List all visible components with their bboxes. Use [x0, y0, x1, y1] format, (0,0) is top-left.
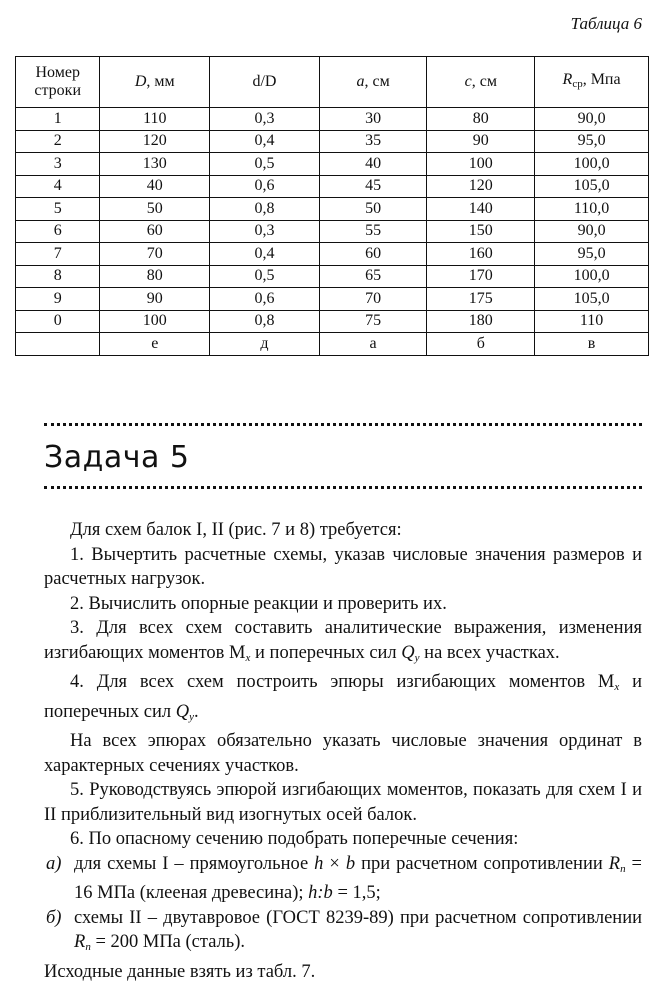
table-cell: 5 [16, 198, 100, 221]
table-cell: 80 [427, 108, 535, 131]
table-cell: 40 [100, 175, 210, 198]
task-subitem-b [44, 906, 642, 960]
sub-b-var-R: R [74, 932, 86, 952]
table-footer-row [16, 333, 649, 356]
table-cell: 60 [319, 243, 427, 266]
table-cell: 40 [319, 153, 427, 176]
table-cell: 100 [100, 310, 210, 333]
dotted-divider-bottom [44, 486, 642, 489]
task-intro: Для схем балок I, II (рис. 7 и 8) требуется: [70, 520, 402, 540]
header-c-unit: , см [471, 73, 497, 90]
table-cell: 110 [100, 108, 210, 131]
table-cell: д [210, 333, 320, 356]
sub-a-var-b: b [345, 853, 356, 874]
table-cell: 90,0 [535, 108, 649, 131]
table-cell: 0,5 [210, 265, 320, 288]
task-body [44, 518, 642, 960]
table-cell: 0,3 [210, 108, 320, 131]
sub-b-sub-n: п [85, 941, 91, 953]
table-cell [16, 333, 100, 356]
item3-text-c: на всех участках. [419, 642, 560, 663]
header-a-unit: , см [364, 73, 390, 90]
table-cell: 70 [319, 288, 427, 311]
table-cell: б [427, 333, 535, 356]
sub-a-ratio: h:b [308, 883, 333, 903]
subitem-b-body [74, 906, 642, 960]
header-c-var: c [464, 73, 472, 90]
sub-a-times: × [323, 853, 346, 874]
item4-text-b: и поперечных сил [44, 672, 643, 722]
table-cell: 65 [319, 265, 427, 288]
table-row [16, 175, 649, 198]
item4-text-c: . [194, 701, 199, 722]
table-cell: 105,0 [535, 175, 649, 198]
task-item-5: 5. Руководствуясь эпюрой изгибающих моментов, показать для схем I и II приблизительный вид изогнутых осей балок. [44, 780, 642, 825]
header-c [427, 57, 535, 108]
task-subitem-a [44, 852, 642, 906]
table-cell: 0 [16, 310, 100, 333]
table-cell: 2 [16, 130, 100, 153]
item3-sub-x: x [245, 651, 251, 664]
table-cell: 80 [100, 265, 210, 288]
table-cell: 110 [535, 310, 649, 333]
table-cell: 50 [100, 198, 210, 221]
table-cell: 110,0 [535, 198, 649, 221]
header-D [100, 57, 210, 108]
table-cell: 30 [319, 108, 427, 131]
sub-a-text-1: для схемы I – прямоугольное [74, 853, 315, 874]
table-cell: 100 [427, 153, 535, 176]
task-note: На всех эпюрах обязательно указать числовые значения ординат в характерных сечениях участков. [44, 731, 642, 776]
header-R-unit: , Мпа [582, 71, 621, 88]
header-dD: d/D [210, 57, 320, 108]
table-cell: 100,0 [535, 265, 649, 288]
table-cell: 105,0 [535, 288, 649, 311]
header-D-var: D [134, 73, 147, 90]
table-row [16, 265, 649, 288]
table-cell: 0,6 [210, 175, 320, 198]
table-row [16, 220, 649, 243]
sub-b-text-1: схемы II – двутавровое (ГОСТ 8239-89) при расчетном сопротивлении [74, 907, 642, 928]
header-R-sub: ср [572, 78, 583, 90]
table-cell: 0,3 [210, 220, 320, 243]
subitem-a-body [74, 852, 642, 906]
task-item-2: 2. Вычислить опорные реакции и проверить их. [70, 593, 447, 614]
table-row [16, 130, 649, 153]
table-cell: 0,5 [210, 153, 320, 176]
task-title: Задача 5 [44, 440, 190, 475]
table-cell: 95,0 [535, 130, 649, 153]
table-cell: 0,6 [210, 288, 320, 311]
table-cell: 50 [319, 198, 427, 221]
subitem-b-label: б) [46, 907, 62, 928]
table-cell: 75 [319, 310, 427, 333]
table-cell: 3 [16, 153, 100, 176]
table-cell: 90,0 [535, 220, 649, 243]
table-cell: в [535, 333, 649, 356]
task-item-4 [44, 670, 642, 729]
table-cell: 55 [319, 220, 427, 243]
table-cell: 90 [427, 130, 535, 153]
table-cell: 35 [319, 130, 427, 153]
table-cell: 0,4 [210, 243, 320, 266]
table-cell: 0,8 [210, 310, 320, 333]
task-item-1: 1. Вычертить расчетные схемы, указав числовые значения размеров и расчетных нагрузок. [44, 544, 642, 589]
header-D-unit: , мм [146, 73, 175, 90]
sub-a-sub-n: п [620, 862, 626, 875]
item3-text-b: и поперечных сил [250, 642, 402, 663]
table-cell: 175 [427, 288, 535, 311]
table-row [16, 198, 649, 221]
table-row [16, 153, 649, 176]
task-item-3 [44, 616, 642, 670]
item3-sub-y: y [414, 651, 420, 664]
source-note: Исходные данные взять из табл. 7. [44, 962, 316, 982]
dotted-divider-top [44, 423, 642, 426]
table-header-row [16, 57, 649, 108]
table-cell: 7 [16, 243, 100, 266]
table-cell: е [100, 333, 210, 356]
sub-a-text-4: = 1,5; [332, 883, 381, 903]
table-cell: 60 [100, 220, 210, 243]
table-cell: 130 [100, 153, 210, 176]
header-a [319, 57, 427, 108]
sub-a-var-R: R [608, 853, 621, 874]
table-cell: 6 [16, 220, 100, 243]
table-cell: 9 [16, 288, 100, 311]
table-cell: 1 [16, 108, 100, 131]
table-row [16, 108, 649, 131]
task-item-6: 6. По опасному сечению подобрать поперечные сечения: [70, 829, 519, 849]
table-cell: 180 [427, 310, 535, 333]
table-cell: 90 [100, 288, 210, 311]
item4-var-Q: Q [175, 701, 190, 722]
sub-a-var-h: h [314, 853, 324, 874]
table-caption: Таблица 6 [570, 14, 642, 33]
table-cell: 170 [427, 265, 535, 288]
table-row [16, 288, 649, 311]
table-row [16, 310, 649, 333]
item3-var-Q: Q [401, 642, 415, 663]
sub-b-text-2: = 200 МПа (сталь). [90, 932, 246, 952]
table-cell: 160 [427, 243, 535, 266]
table-cell: 8 [16, 265, 100, 288]
header-R [535, 57, 649, 108]
table-row [16, 243, 649, 266]
table-cell: 45 [319, 175, 427, 198]
sub-a-text-3: = 16 МПа (клееная древесина); [74, 853, 642, 903]
table-cell: 140 [427, 198, 535, 221]
data-table [15, 56, 649, 356]
table-cell: 0,8 [210, 198, 320, 221]
header-a-var: a [356, 73, 365, 90]
subitem-a-label: а) [46, 853, 62, 874]
table-cell: 120 [427, 175, 535, 198]
table-cell: 4 [16, 175, 100, 198]
table-cell: 70 [100, 243, 210, 266]
item3-text-a: 3. Для всех схем составить аналитические выражения, изменения изгибающих моментов M [44, 618, 642, 663]
header-row-number: Номер строки [16, 57, 100, 108]
table-cell: 0,4 [210, 130, 320, 153]
item4-sub-x: x [614, 681, 620, 693]
table-cell: а [319, 333, 427, 356]
header-R-var: R [562, 71, 573, 88]
table-cell: 120 [100, 130, 210, 153]
item4-sub-y: y [189, 710, 195, 723]
item4-text-a: 4. Для всех схем построить эпюры изгибающих моментов M [70, 672, 615, 692]
sub-a-text-2: при расчетном сопротивлении [355, 853, 609, 874]
table-cell: 150 [427, 220, 535, 243]
table-cell: 95,0 [535, 243, 649, 266]
table-cell: 100,0 [535, 153, 649, 176]
